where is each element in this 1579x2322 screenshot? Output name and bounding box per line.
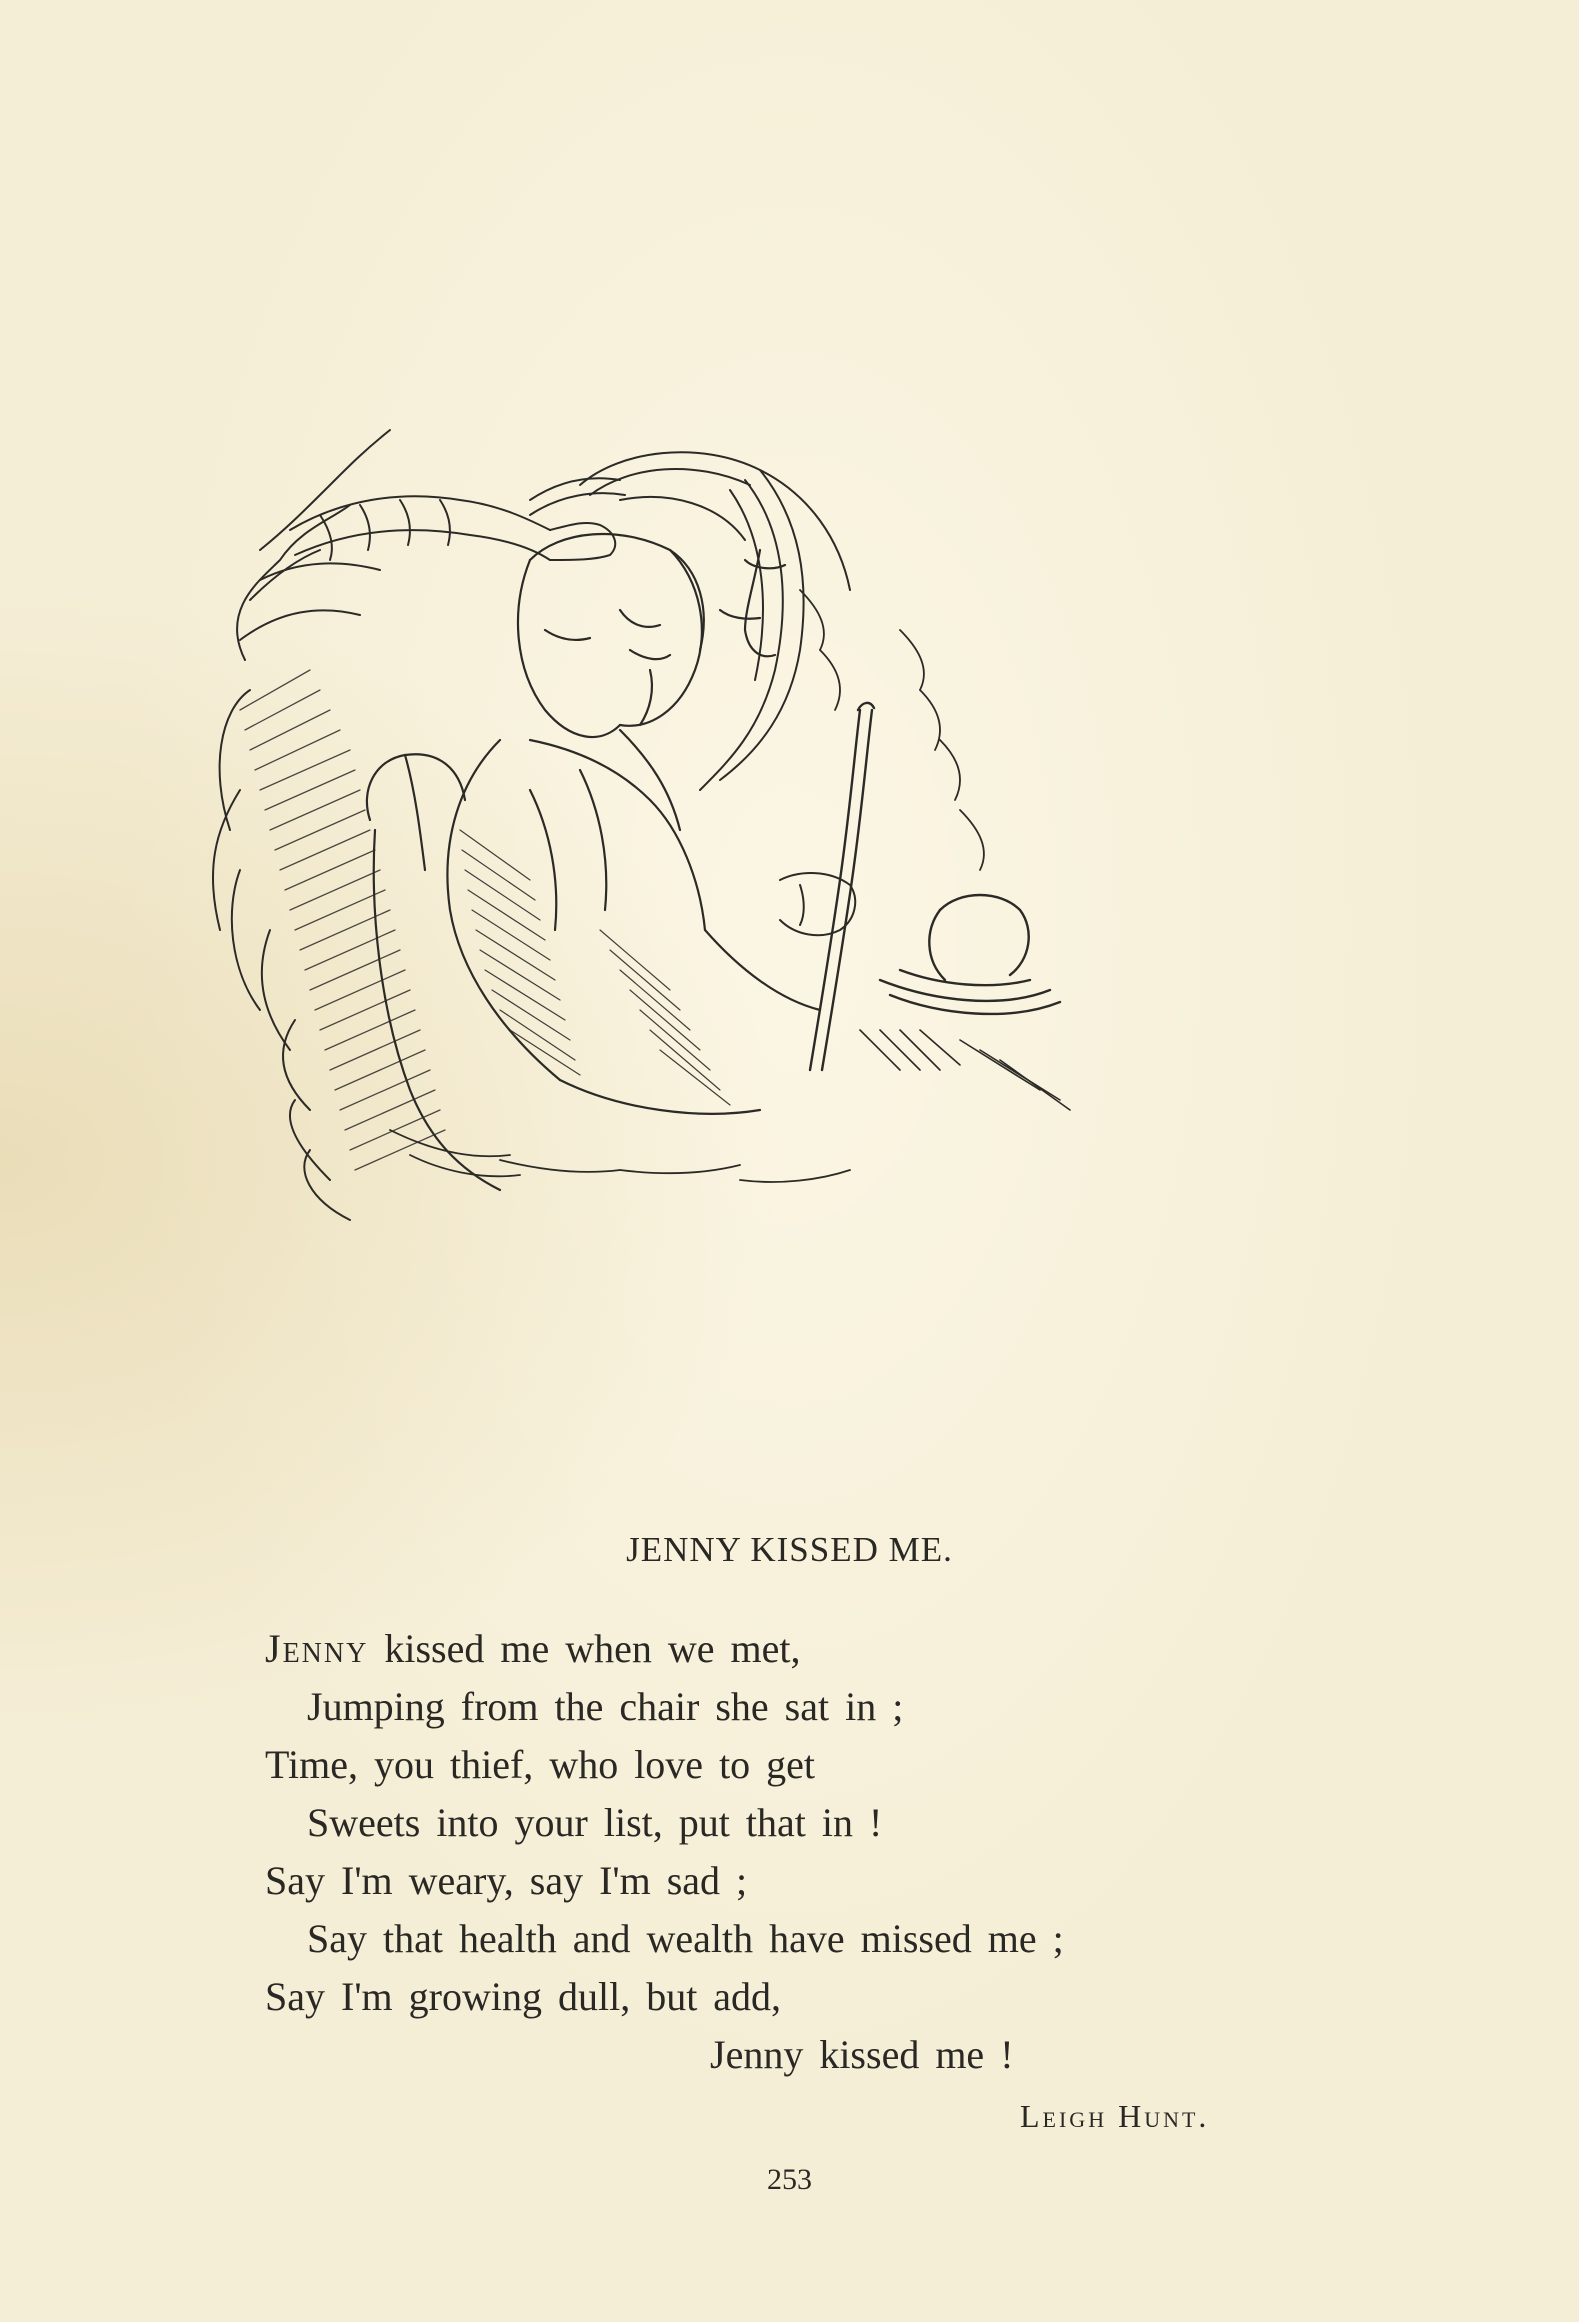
poem-body bbox=[265, 1620, 1315, 2084]
poem-line: Jenny kissed me ! bbox=[710, 2032, 1014, 2077]
poem-line: Say that health and wealth have missed me ; bbox=[307, 1916, 1064, 1961]
poem-line: Say I'm growing dull, but add, bbox=[265, 1974, 782, 2019]
page-number: 253 bbox=[767, 2163, 812, 2196]
poem-line-rest: kissed me when we met, bbox=[368, 1626, 801, 1671]
engraving-illustration bbox=[200, 410, 1210, 1280]
poem-line: Jumping from the chair she sat in ; bbox=[307, 1684, 904, 1729]
poem-first-word: Jenny bbox=[265, 1626, 369, 1671]
poem-author: Leigh Hunt. bbox=[1020, 2098, 1210, 2134]
poem-line: Sweets into your list, put that in ! bbox=[307, 1800, 883, 1845]
poem-line: Say I'm weary, say I'm sad ; bbox=[265, 1858, 748, 1903]
poem-line: Time, you thief, who love to get bbox=[265, 1742, 816, 1787]
poem-line bbox=[265, 1620, 1315, 1678]
poem-title: JENNY KISSED ME. bbox=[626, 1530, 953, 1569]
